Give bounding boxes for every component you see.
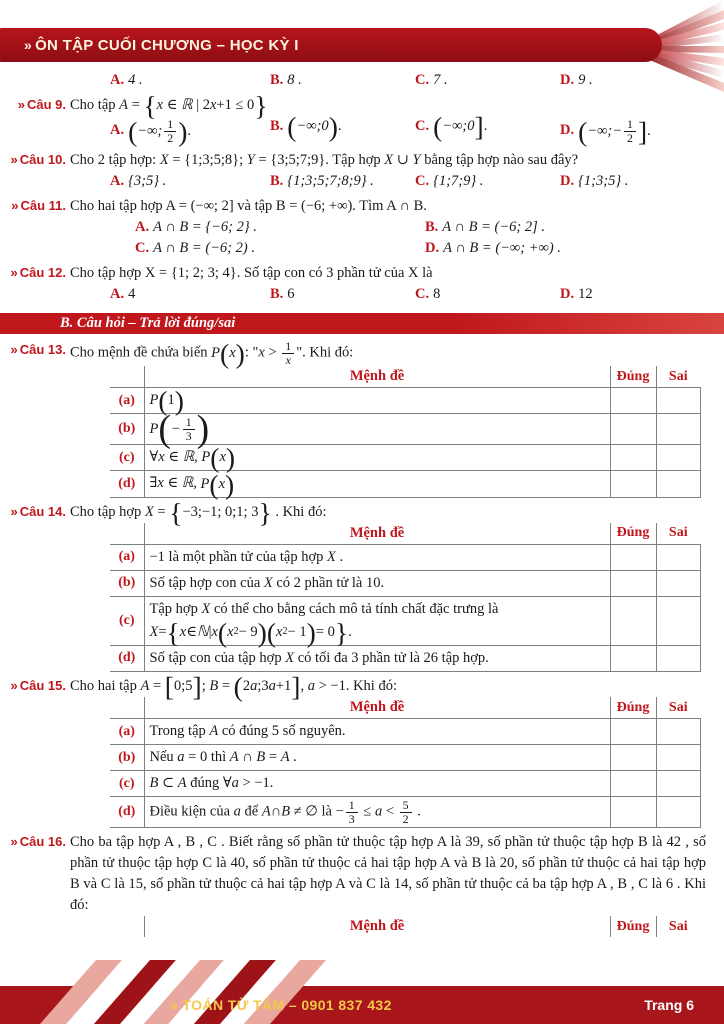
header-false: Sai <box>656 916 700 937</box>
row-false-cell[interactable] <box>656 471 700 497</box>
header-true: Đúng <box>610 916 656 937</box>
question-12-options <box>0 284 724 305</box>
header-guillemet-icon: » <box>24 36 33 53</box>
section-b-header <box>0 313 724 334</box>
header-blank-cell <box>110 697 144 719</box>
footer-brand <box>170 997 392 1013</box>
question-11-options-row1 <box>0 217 724 238</box>
row-label: (b) <box>110 570 144 596</box>
question-11-options-row2 <box>0 238 724 259</box>
row-true-cell[interactable] <box>610 445 656 471</box>
row-false-cell[interactable] <box>656 596 700 645</box>
content-area <box>0 70 724 937</box>
question-15-table <box>110 697 701 828</box>
row-statement: P ( 1 ) <box>144 388 610 414</box>
question-15-tag: » Câu 15. <box>10 677 66 693</box>
footer-guillemet-icon: » <box>170 997 179 1013</box>
option-b[interactable] <box>270 72 415 89</box>
header-false: Sai <box>656 697 700 719</box>
row-statement: Điều kiện của a để A∩B ≠ ∅ là − $\frac{1}{3}$ ≤ a < $\frac{5}{2}$ . <box>144 797 610 828</box>
q10-option-b[interactable]: B. {1;3;5;7;8;9} . <box>270 173 374 190</box>
q9-option-b[interactable]: B. ( −∞;0 ) . <box>270 111 342 143</box>
q12-option-d[interactable]: D. 12 <box>560 286 593 303</box>
row-true-cell[interactable] <box>610 544 656 570</box>
question-15 <box>0 671 724 703</box>
top-options-row <box>0 70 724 91</box>
row-false-cell[interactable] <box>656 544 700 570</box>
row-true-cell[interactable] <box>610 797 656 828</box>
table-row <box>110 719 700 745</box>
row-false-cell[interactable] <box>656 719 700 745</box>
option-c-label: C. <box>415 72 430 88</box>
row-true-cell[interactable] <box>610 771 656 797</box>
question-10-stem: Cho 2 tập hợp: X = {1;3;5;8}; Y = {3;5;7;9}. Tập hợp X ∪ Y bằng tập hợp nào sau đây? <box>70 152 579 169</box>
row-true-cell[interactable] <box>610 388 656 414</box>
row-statement: ∀x ∈ ℝ, P ( x ) <box>144 445 610 471</box>
header-blank-cell <box>110 916 144 937</box>
page-title <box>0 37 299 54</box>
row-statement: Trong tập A có đúng 5 số nguyên. <box>144 719 610 745</box>
row-label: (b) <box>110 745 144 771</box>
row-true-cell[interactable] <box>610 745 656 771</box>
row-statement: Nếu a = 0 thì A ∩ B = A . <box>144 745 610 771</box>
row-statement: Số tập hợp con của X có 2 phần tử là 10. <box>144 570 610 596</box>
table-row <box>110 414 700 445</box>
row-true-cell[interactable] <box>610 471 656 497</box>
option-d-text: 9 . <box>578 72 593 88</box>
header-statement: Mệnh đề <box>144 916 610 937</box>
row-label: (c) <box>110 596 144 645</box>
page-header <box>0 24 724 68</box>
q12-option-b[interactable]: B. 6 <box>270 286 295 303</box>
header-bar <box>0 28 662 62</box>
row-true-cell[interactable] <box>610 719 656 745</box>
option-d[interactable] <box>560 72 700 89</box>
row-label: (d) <box>110 645 144 671</box>
row-true-cell[interactable] <box>610 645 656 671</box>
row-true-cell[interactable] <box>610 596 656 645</box>
question-10-options <box>0 171 724 192</box>
row-true-cell[interactable] <box>610 414 656 445</box>
row-statement: −1 là một phần tử của tập hợp X . <box>144 544 610 570</box>
question-14 <box>0 496 724 528</box>
question-13-tag: » Câu 13. <box>10 342 66 358</box>
option-a-label: A. <box>110 72 125 88</box>
q11-option-a[interactable]: A. A ∩ B = {−6; 2} . <box>135 219 257 236</box>
option-c[interactable] <box>415 72 560 89</box>
row-label: (a) <box>110 719 144 745</box>
table-header-row <box>110 523 700 545</box>
row-label: (d) <box>110 471 144 497</box>
q10-option-c[interactable]: C. {1;7;9} . <box>415 173 484 190</box>
row-statement: ∃x ∈ ℝ, P ( x ) <box>144 471 610 497</box>
section-b-title: B. Câu hỏi – Trả lời đúng/sai <box>60 315 236 332</box>
row-false-cell[interactable] <box>656 745 700 771</box>
q10-option-a[interactable]: A. {3;5} . <box>110 173 167 190</box>
option-b-label: B. <box>270 72 284 88</box>
table-row <box>110 745 700 771</box>
q9-option-c[interactable]: C. ( −∞;0 ] . <box>415 111 488 143</box>
question-16 <box>0 828 724 916</box>
header-true: Đúng <box>610 366 656 388</box>
question-9 <box>0 90 724 122</box>
header-statement: Mệnh đề <box>144 697 610 719</box>
header-statement: Mệnh đề <box>144 523 610 545</box>
footer-page-number: Trang 6 <box>644 997 694 1013</box>
row-statement: B ⊂ A đúng ∀a > −1. <box>144 771 610 797</box>
q9-option-d[interactable]: D. ( −∞;− $\frac{1}{2}$ ] . <box>560 115 651 147</box>
table-row <box>110 797 700 828</box>
option-b-text: 8 . <box>287 72 302 88</box>
table-row <box>110 445 700 471</box>
q11-option-c[interactable]: C. A ∩ B = (−6; 2) . <box>135 240 255 257</box>
table-row <box>110 471 700 497</box>
question-9-options <box>0 111 724 147</box>
row-label: (a) <box>110 544 144 570</box>
question-12-tag: » Câu 12. <box>10 265 66 281</box>
question-14-stem: Cho tập hợp X = { −3;−1; 0;1; 3 } . Khi đó: <box>70 496 327 528</box>
header-false: Sai <box>656 366 700 388</box>
question-16-stem: Cho ba tập hợp A , B , C . Biết rằng số phần tử thuộc tập hợp A là 39, số phần tử thuộc tập hợp B là 42 , số phần tử thuộc tập hợp C là 40, số phần tử thuộc cả hai tập hợp A và B là 20, số phần tử thuộc cả hai tập hợp B và C là 15, số phần tử thuộc cả hai tập hợp A và C là 14, số phần tử thuộc cả ba tập hợp A , B , C là 6 . Khi đó: <box>70 834 706 914</box>
question-13 <box>0 336 724 369</box>
row-statement: Số tập con của tập hợp X có tối đa 3 phần tử là 26 tập hợp. <box>144 645 610 671</box>
question-9-stem-math: A = { x ∈ ℝ | 2 x +1 ≤ 0 } <box>119 90 268 122</box>
row-true-cell[interactable] <box>610 570 656 596</box>
header-blank-cell <box>110 366 144 388</box>
question-13-stem: Cho mệnh đề chứa biến P ( x ) : "x > $\frac{1}{x}$ ". Khi đó: <box>70 337 354 369</box>
header-statement: Mệnh đề <box>144 366 610 388</box>
question-9-stem <box>70 90 724 122</box>
row-false-cell[interactable] <box>656 414 700 445</box>
row-false-cell[interactable] <box>656 645 700 671</box>
option-c-text: 7 . <box>433 72 448 88</box>
question-9-stem-prefix: Cho tập <box>70 97 116 113</box>
q11-option-b[interactable]: B. A ∩ B = (−6; 2] . <box>425 219 545 236</box>
table-row <box>110 544 700 570</box>
footer-brand-text: TOÁN TỪ TÂM – 0901 837 432 <box>182 997 392 1013</box>
table-row <box>110 570 700 596</box>
row-statement: P ( − $\frac{1}{3}$ ) <box>144 414 610 445</box>
option-a[interactable] <box>110 72 270 89</box>
q12-option-a[interactable]: A. 4 <box>110 286 136 303</box>
row-false-cell[interactable] <box>656 570 700 596</box>
header-false: Sai <box>656 523 700 545</box>
header-true: Đúng <box>610 523 656 545</box>
row-false-cell[interactable] <box>656 771 700 797</box>
question-9-tag: » Câu 9. <box>17 97 66 112</box>
question-16-tag: » Câu 16. <box>10 834 66 850</box>
question-11-stem: Cho hai tập hợp A = (−∞; 2] và tập B = (−6; +∞). Tìm A ∩ B. <box>70 198 427 215</box>
question-14-table <box>110 523 701 672</box>
table-row <box>110 596 700 645</box>
q9-option-a[interactable]: A. ( −∞; $\frac{1}{2}$ ) . <box>110 115 191 147</box>
row-false-cell[interactable] <box>656 388 700 414</box>
footer-content <box>0 986 724 1024</box>
question-14-tag: » Câu 14. <box>10 503 66 519</box>
option-a-text: 4 . <box>128 72 143 88</box>
row-statement: Tập hợp X có thể cho bằng cách mô tả tính chất đặc trưng là X = { x ∈ ℕ | x ( x 2 − 9 ) ( x 2 − 1 ) = 0 } . <box>144 596 610 645</box>
table-header-row <box>110 916 700 937</box>
header-true: Đúng <box>610 697 656 719</box>
question-10-tag: » Câu 10. <box>10 152 66 168</box>
row-label: (a) <box>110 388 144 414</box>
q12-option-c[interactable]: C. 8 <box>415 286 441 303</box>
question-12 <box>0 259 724 284</box>
table-row <box>110 771 700 797</box>
header-title-text: ÔN TẬP CUỐI CHƯƠNG – HỌC KỲ I <box>35 36 299 54</box>
table-header-row <box>110 366 700 388</box>
page-footer <box>0 960 724 1024</box>
table-row <box>110 645 700 671</box>
question-12-stem: Cho tập hợp X = {1; 2; 3; 4}. Số tập con có 3 phần tử của X là <box>70 265 433 282</box>
row-label: (c) <box>110 771 144 797</box>
question-15-stem: Cho hai tập A = [ 0;5 ] ; B = ( 2 a ;3 a +1 ] , a > −1. Khi đó: <box>70 671 397 703</box>
question-11-tag: » Câu 11. <box>11 198 66 214</box>
question-10 <box>0 146 724 171</box>
question-16-table <box>110 916 700 937</box>
question-13-table <box>110 366 701 500</box>
row-false-cell[interactable] <box>656 445 700 471</box>
row-label: (b) <box>110 414 144 445</box>
row-label: (c) <box>110 445 144 471</box>
q11-option-d[interactable]: D. A ∩ B = (−∞; +∞) . <box>425 240 561 257</box>
header-blank-cell <box>110 523 144 545</box>
question-11 <box>0 192 724 217</box>
q10-option-d[interactable]: D. {1;3;5} . <box>560 173 629 190</box>
row-false-cell[interactable] <box>656 797 700 828</box>
row-label: (d) <box>110 797 144 828</box>
option-d-label: D. <box>560 72 575 88</box>
